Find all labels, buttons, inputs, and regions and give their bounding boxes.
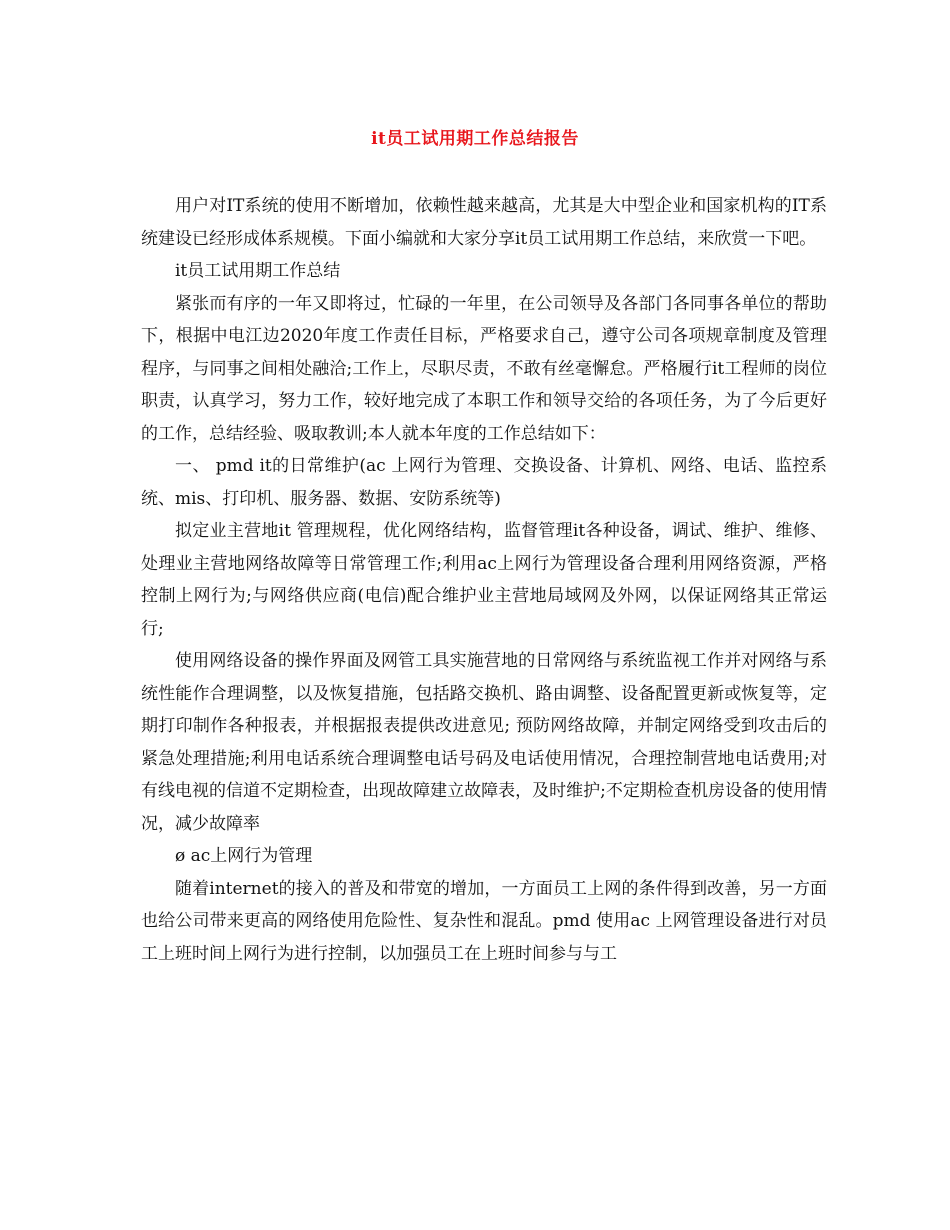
paragraph-subtitle: it员工试用期工作总结	[175, 261, 341, 281]
paragraph-internet: 随着internet的接入的普及和带宽的增加，一方面员工上网的条件得到改善，另一方面也给公司带来更高的网络使用危险性、复杂性和混乱。pmd 使用ac 上网管理设备进行对员工上班时间上网行为进行控制，以加强员工在上班时间参与与工	[141, 878, 827, 964]
document-title: it员工试用期工作总结报告	[371, 129, 579, 149]
paragraph-overview: 紧张而有序的一年又即将过，忙碌的一年里，在公司领导及各部门各同事各单位的帮助下，根据中电江边2020年度工作责任目标，严格要求自己，遵守公司各项规章制度及管理程序，与同事之间相处融洽;工作上，尽职尽责，不敢有丝毫懈怠。严格履行it工程师的岗位职责，认真学习，努力工作，较好地完成了本职工作和领导交给的各项任务，为了今后更好的工作，总结经验、吸取教训;本人就本年度的工作总结如下：	[141, 293, 827, 444]
paragraph-section-one-heading: 一、 pmd it的日常维护(ac 上网行为管理、交换设备、计算机、网络、电话、监控系统、mis、打印机、服务器、数据、安防系统等)	[141, 456, 827, 509]
paragraph-ac-heading: ø ac上网行为管理	[175, 846, 313, 866]
paragraph-it-management: 拟定业主营地it 管理规程，优化网络结构，监督管理it各种设备，调试、维护、维修、处理业主营地网络故障等日常管理工作;利用ac上网行为管理设备合理利用网络资源，严格控制上网行为;与网络供应商(电信)配合维护业主营地局域网及外网，以保证网络其正常运行;	[141, 521, 827, 639]
paragraph-intro: 用户对IT系统的使用不断增加，依赖性越来越高，尤其是大中型企业和国家机构的IT系统建设已经形成体系规模。下面小编就和大家分享it员工试用期工作总结，来欣赏一下吧。	[141, 196, 827, 249]
document-body	[141, 190, 827, 970]
paragraph-network-monitoring: 使用网络设备的操作界面及网管工具实施营地的日常网络与系统监视工作并对网络与系统性能作合理调整，以及恢复措施，包括路交换机、路由调整、设备配置更新或恢复等，定期打印制作各种报表，并根据报表提供改进意见; 预防网络故障，并制定网络受到攻击后的紧急处理措施;利用电话系统合理调整电话号码及电话使用情况，合理控制营地电话费用;对有线电视的信道不定期检查，出现故障建立故障表，及时维护;不定期检查机房设备的使用情况，减少故障率	[141, 651, 827, 834]
